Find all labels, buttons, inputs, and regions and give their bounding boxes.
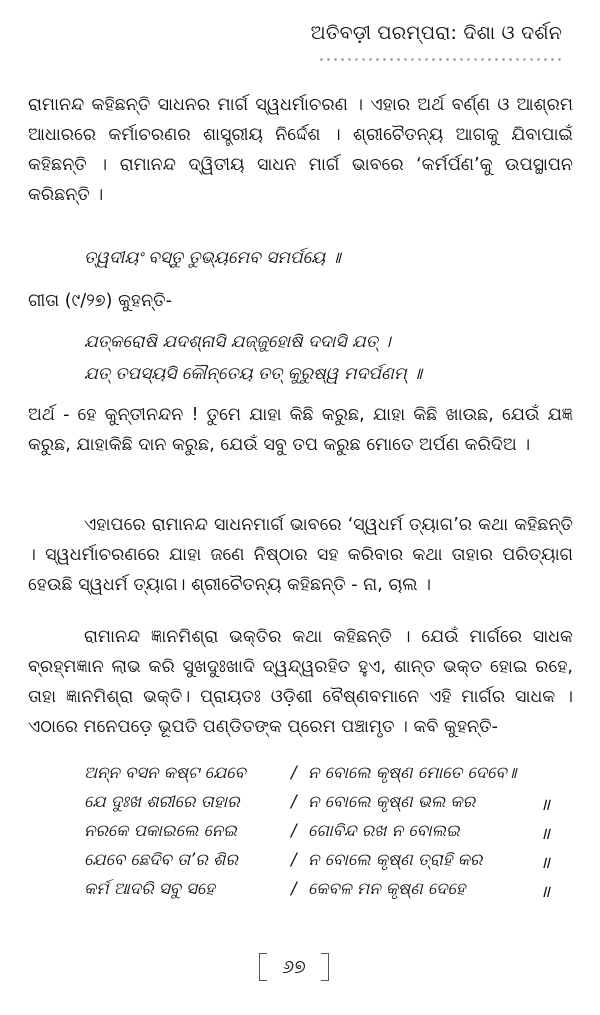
poem-left: ନରକେ ପକାଇଲେ ନେଇ: [84, 821, 237, 840]
poem-separator: /: [291, 879, 297, 898]
poem-separator: /: [291, 792, 297, 811]
poem-separator: /: [291, 821, 297, 840]
poem-right: ନ ବୋଲେ କୃଷ୍ଣ ଭଲ କର: [308, 792, 476, 811]
paragraph-1: ରାମାନନ୍ଦ କହିଛନ୍ତି ସାଧନର ମାର୍ଗ ସ୍ୱଧର୍ମାଚରଣ । ଏହାର ଅର୍ଥ ବର୍ଣ୍ଣ ଓ ଆଶ୍ରମ ଆଧାରରେ କର୍ମାଚରଣର ଶାସ୍ତ୍ରୀୟ ନିର୍ଦ୍ଦେଶ । ଶ୍ରୀଚୈତନ୍ୟ ଆଗକୁ ଯିବାପାଇଁ କହିଛନ୍ତି । ରାମାନନ୍ଦ ଦ୍ୱିତୀୟ ସାଧନ ମାର୍ଗ ଭାବରେ ‘କର୍ମର୍ପଣ’କୁ ଉପସ୍ଥାପନ କରିଛନ୍ତି ।: [28, 95, 573, 205]
poem-left: କର୍ମ ଆଦରି ସବୁ ସହେ: [84, 879, 215, 898]
header-dotted-rule: [318, 58, 562, 61]
running-title: ଅତିବଡ଼ୀ ପରମ୍ପରା: ଦିଶା ଓ ଦର୍ଶନ: [310, 22, 562, 44]
poem-right: କେବଳ ମନ କୃଷ୍ଣ ଦେହେ: [308, 879, 466, 898]
poem-row: [84, 821, 554, 850]
page-number: ୬୭: [255, 950, 333, 984]
paragraph-4: ରାମାନନ୍ଦ ଜ୍ଞାନମିଶ୍ରା ଭକ୍ତିର କଥା କହିଛନ୍ତି । ଯେଉଁ ମାର୍ଗରେ ସାଧକ ବ୍ରହ୍ମଜ୍ଞାନ ଲାଭ କରି ସୁଖଦୁଃଖାଦି ଦ୍ୱନ୍ଦ୍ୱରହିତ ହୁଏ, ଶାନ୍ତ ଭକ୍ତ ହୋଇ ରହେ, ତାହା ଜ୍ଞାନମିଶ୍ରା ଭକ୍ତି। ପ୍ରାୟତଃ ଓଡ଼ିଶୀ ବୈଷ୍ଣବମାନେ ଏହି ମାର୍ଗର ସାଧକ । ଏଠାରେ ମନେପଡ଼େ ଭୂପତି ପଣ୍ଡିତଙ୍କ ପ୍ରେମ ପଞ୍ଚାମୃତ । କବି କୁହନ୍ତି-: [28, 627, 573, 737]
poem-end-mark: ॥: [540, 824, 550, 843]
poem-row: [84, 879, 554, 908]
gita-reference: ଗୀତା (୯/୨୭) କୁହନ୍ତି-: [28, 291, 172, 311]
paragraph-2: ଅର୍ଥ - ହେ କୁନ୍ତୀନନ୍ଦନ ! ତୁମେ ଯାହା କିଛି କରୁଛ, ଯାହା କିଛି ଖାଉଛ, ଯେଉଁ ଯଜ୍ଞ କରୁଛ, ଯାହାକିଛି ଦାନ କରୁଛ, ଯେଉଁ ସବୁ ତପ କରୁଛ ମୋତେ ଅର୍ପଣ କରିଦିଅ ।: [28, 405, 573, 455]
verse-2-line-2: ଯତ୍ ତପସ୍ୟସି କୌନ୍ତେୟ ତତ୍ କୁରୁଷ୍ୱ ମଦର୍ପଣମ୍ ॥: [84, 364, 422, 384]
poem-right: ନ ବୋଲେ କୃଷ୍ଣ ତ୍ରାହି କର: [308, 850, 483, 869]
poem-row: [84, 763, 554, 792]
poem-left: ଯେବେ ଛେଦିବ ତା’ର ଶିର: [84, 850, 238, 869]
poem-end-mark: ॥: [540, 853, 550, 872]
verse-2-line-1: ଯତ୍କରୋଷି ଯଦଶ୍ନାସି ଯଜ୍ଜୁହୋଷି ଦଦାସି ଯତ୍ ।: [84, 332, 391, 352]
poem-right: ଗୋବିନ୍ଦ ରଖ ନ ବୋଲଇ: [308, 821, 460, 840]
poem-right: ନ ବୋଲେ କୃଷ୍ଣ ମୋତେ ଦେବେ॥: [308, 763, 517, 782]
poem-end-mark: ॥: [540, 882, 550, 901]
poem-left: ଯେ ଦୁଃଖ ଶରୀରେ ତାହାର: [84, 792, 240, 811]
poem-block: [84, 763, 554, 908]
poem-row: [84, 792, 554, 821]
paragraph-3: ଏହାପରେ ରାମାନନ୍ଦ ସାଧନମାର୍ଗ ଭାବରେ ‘ସ୍ୱଧର୍ମ ତ୍ୟାଗ’ର କଥା କହିଛନ୍ତି । ସ୍ୱଧର୍ମାଚରଣରେ ଯାହା ଜଣେ ନିଷ୍ଠାର ସହ କରିବାର କଥା ତାହାର ପରିତ୍ୟାଗ ହେଉଛି ସ୍ୱଧର୍ମ ତ୍ୟାଗ। ଶ୍ରୀଚୈତନ୍ୟ କହିଛନ୍ତି - ନା, ଚାଲ ।: [28, 515, 573, 595]
poem-row: [84, 850, 554, 879]
poem-left: ଅନ୍ନ ବସନ କଷ୍ଟ ଯେବେ: [84, 763, 246, 782]
poem-separator: /: [291, 763, 297, 782]
verse-1: ତ୍ୱଦୀୟଂ ବସ୍ତୁ ତୁଭ୍ୟମେବ ସମର୍ପୟେ ॥: [84, 248, 341, 268]
poem-separator: /: [291, 850, 297, 869]
poem-end-mark: ॥: [540, 795, 550, 814]
